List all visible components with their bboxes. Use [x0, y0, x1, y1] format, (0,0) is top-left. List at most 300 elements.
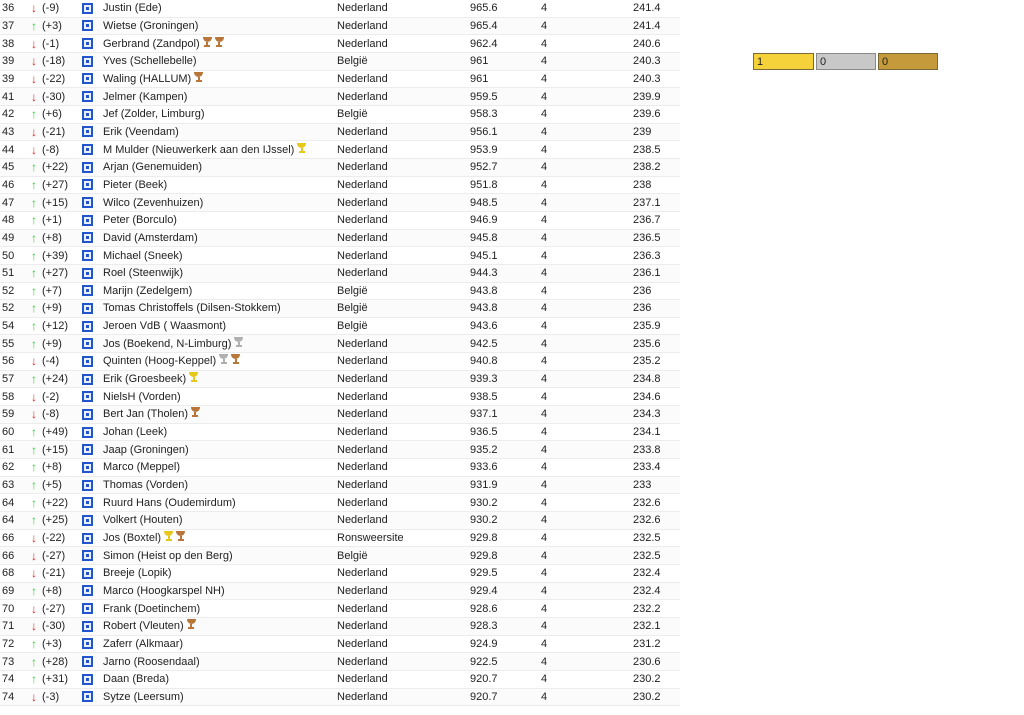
edit-icon[interactable]	[82, 409, 93, 420]
edit-icon[interactable]	[82, 497, 93, 508]
edit-icon[interactable]	[82, 444, 93, 455]
player-name: Jos (Boxtel)	[103, 532, 162, 545]
player-name: Bert Jan (Tholen)	[103, 408, 188, 421]
rank-cell: 50	[2, 249, 15, 262]
rank-cell: 56	[2, 355, 15, 368]
trophy-list	[294, 143, 306, 157]
arrow-down-icon: ↓	[31, 601, 37, 616]
edit-icon[interactable]	[82, 550, 93, 561]
table-row	[0, 406, 680, 424]
games-cell: 4	[541, 355, 548, 368]
arrow-down-icon: ↓	[31, 566, 37, 581]
rank-change	[31, 441, 81, 458]
rank-cell: 52	[2, 302, 15, 315]
player-name-cell	[103, 565, 333, 582]
arrow-down-icon: ↓	[31, 689, 37, 704]
rank-change-value: (+22)	[42, 496, 68, 509]
edit-cell[interactable]	[82, 618, 96, 635]
score-cell: 939.3	[470, 373, 498, 386]
edit-icon[interactable]	[82, 126, 93, 137]
score-cell: 959.5	[470, 90, 498, 103]
rank-change-value: (+9)	[42, 337, 62, 350]
edit-cell[interactable]	[82, 247, 96, 264]
arrow-up-icon: ↑	[31, 636, 37, 651]
edit-icon[interactable]	[82, 374, 93, 385]
rank-change-value: (+39)	[42, 249, 68, 262]
edit-icon[interactable]	[82, 568, 93, 579]
player-name: Jelmer (Kampen)	[103, 90, 188, 103]
rank-change	[31, 265, 81, 282]
rank-cell: 46	[2, 178, 15, 191]
medal-summary	[753, 53, 938, 70]
edit-cell[interactable]	[82, 671, 96, 688]
bronze-trophy-icon	[215, 37, 224, 48]
rank-change	[31, 35, 81, 52]
rank-change	[31, 247, 81, 264]
average-cell: 239.6	[633, 108, 661, 121]
table-row	[0, 494, 680, 512]
rank-change-value: (+24)	[42, 373, 68, 386]
table-row	[0, 477, 680, 495]
rank-change	[31, 689, 81, 706]
rank-cell: 68	[2, 567, 15, 580]
table-row	[0, 424, 680, 442]
arrow-up-icon: ↑	[31, 672, 37, 687]
trophy-list	[231, 337, 243, 351]
table-row	[0, 618, 680, 636]
average-cell: 230.2	[633, 690, 661, 703]
arrow-up-icon: ↑	[31, 442, 37, 457]
country-cell: Nederland	[337, 408, 388, 421]
edit-cell[interactable]	[82, 177, 96, 194]
edit-icon[interactable]	[82, 20, 93, 31]
arrow-down-icon: ↓	[31, 548, 37, 563]
country-cell: Nederland	[337, 19, 388, 32]
country-cell: Nederland	[337, 125, 388, 138]
player-name: NielsH (Vorden)	[103, 390, 181, 403]
rank-change	[31, 512, 81, 529]
score-cell: 953.9	[470, 143, 498, 156]
edit-icon[interactable]	[82, 691, 93, 702]
rank-change	[31, 671, 81, 688]
arrow-down-icon: ↓	[31, 531, 37, 546]
edit-cell[interactable]	[82, 71, 96, 88]
edit-cell[interactable]	[82, 530, 96, 547]
player-name-cell	[103, 477, 333, 494]
games-cell: 4	[541, 408, 548, 421]
edit-icon[interactable]	[82, 38, 93, 49]
score-cell: 942.5	[470, 337, 498, 350]
rank-cell: 47	[2, 196, 15, 209]
edit-cell[interactable]	[82, 0, 96, 17]
player-name-cell	[103, 106, 333, 123]
rank-change-value: (+15)	[42, 443, 68, 456]
games-cell: 4	[541, 90, 548, 103]
score-cell: 952.7	[470, 161, 498, 174]
player-name-cell	[103, 18, 333, 35]
average-cell: 236.1	[633, 267, 661, 280]
player-name: Jeroen VdB ( Waasmont)	[103, 320, 227, 333]
rank-cell: 36	[2, 2, 15, 15]
country-cell: Nederland	[337, 72, 388, 85]
rank-change	[31, 18, 81, 35]
rank-cell: 38	[2, 37, 15, 50]
table-row	[0, 441, 680, 459]
games-cell: 4	[541, 620, 548, 633]
player-name: Frank (Doetinchem)	[103, 602, 201, 615]
edit-cell[interactable]	[82, 636, 96, 653]
country-cell: Nederland	[337, 196, 388, 209]
rank-change	[31, 371, 81, 388]
arrow-down-icon: ↓	[31, 142, 37, 157]
rank-change-value: (+8)	[42, 461, 62, 474]
arrow-up-icon: ↑	[31, 460, 37, 475]
score-cell: 928.3	[470, 620, 498, 633]
score-cell: 924.9	[470, 637, 498, 650]
trophy-list	[161, 531, 185, 545]
table-row	[0, 512, 680, 530]
country-cell: Nederland	[337, 143, 388, 156]
games-cell: 4	[541, 125, 548, 138]
arrow-up-icon: ↑	[31, 107, 37, 122]
score-cell: 943.8	[470, 284, 498, 297]
edit-cell[interactable]	[82, 106, 96, 123]
country-cell: België	[337, 284, 368, 297]
edit-icon[interactable]	[82, 356, 93, 367]
player-name-cell	[103, 653, 333, 670]
score-cell: 961	[470, 55, 489, 68]
average-cell: 232.2	[633, 602, 661, 615]
average-cell: 237.1	[633, 196, 661, 209]
score-cell: 936.5	[470, 426, 498, 439]
edit-icon[interactable]	[82, 638, 93, 649]
score-cell: 928.6	[470, 602, 498, 615]
rank-change-value: (+27)	[42, 267, 68, 280]
score-cell: 946.9	[470, 214, 498, 227]
rank-change	[31, 106, 81, 123]
edit-cell[interactable]	[82, 424, 96, 441]
rank-cell: 41	[2, 90, 15, 103]
edit-icon[interactable]	[82, 603, 93, 614]
score-cell: 929.8	[470, 549, 498, 562]
rank-change	[31, 141, 81, 158]
player-name-cell	[103, 283, 333, 300]
player-name-cell	[103, 53, 333, 70]
rank-change-value: (-21)	[42, 125, 66, 138]
edit-cell[interactable]	[82, 18, 96, 35]
edit-cell[interactable]	[82, 318, 96, 335]
games-cell: 4	[541, 549, 548, 562]
average-cell: 232.4	[633, 567, 661, 580]
rank-change	[31, 335, 81, 352]
arrow-up-icon: ↑	[31, 495, 37, 510]
edit-cell[interactable]	[82, 265, 96, 282]
edit-icon[interactable]	[82, 533, 93, 544]
player-name: Waling (HALLUM)	[103, 72, 192, 85]
score-cell: 937.1	[470, 408, 498, 421]
edit-icon[interactable]	[82, 391, 93, 402]
table-row	[0, 318, 680, 336]
rank-cell: 72	[2, 637, 15, 650]
table-row	[0, 283, 680, 301]
edit-cell[interactable]	[82, 230, 96, 247]
rank-cell: 49	[2, 231, 15, 244]
rank-change-value: (+5)	[42, 479, 62, 492]
edit-icon[interactable]	[82, 480, 93, 491]
table-row	[0, 194, 680, 212]
player-name: Johan (Leek)	[103, 426, 168, 439]
edit-cell[interactable]	[82, 406, 96, 423]
average-cell: 240.3	[633, 72, 661, 85]
player-name: Zaferr (Alkmaar)	[103, 637, 184, 650]
games-cell: 4	[541, 2, 548, 15]
average-cell: 233.4	[633, 461, 661, 474]
rank-cell: 66	[2, 549, 15, 562]
player-name-cell	[103, 618, 333, 635]
player-name: Jaap (Groningen)	[103, 443, 189, 456]
rank-change	[31, 530, 81, 547]
rank-cell: 60	[2, 426, 15, 439]
gold-trophy-icon	[297, 143, 306, 154]
edit-icon[interactable]	[82, 91, 93, 102]
average-cell: 231.2	[633, 637, 661, 650]
table-row	[0, 653, 680, 671]
table-row	[0, 636, 680, 654]
rank-change-value: (+8)	[42, 231, 62, 244]
edit-icon[interactable]	[82, 197, 93, 208]
player-name: Erik (Veendam)	[103, 125, 179, 138]
rank-cell: 48	[2, 214, 15, 227]
average-cell: 240.6	[633, 37, 661, 50]
edit-icon[interactable]	[82, 179, 93, 190]
average-cell: 234.8	[633, 373, 661, 386]
edit-icon[interactable]	[82, 232, 93, 243]
edit-icon[interactable]	[82, 3, 93, 14]
edit-icon[interactable]	[82, 215, 93, 226]
score-cell: 933.6	[470, 461, 498, 474]
player-name-cell	[103, 300, 333, 317]
rank-change-value: (-27)	[42, 602, 66, 615]
player-name: Daan (Breda)	[103, 673, 170, 686]
edit-cell[interactable]	[82, 512, 96, 529]
edit-cell[interactable]	[82, 159, 96, 176]
average-cell: 236.7	[633, 214, 661, 227]
edit-icon[interactable]	[82, 268, 93, 279]
rank-cell: 73	[2, 655, 15, 668]
rank-change	[31, 194, 81, 211]
edit-cell[interactable]	[82, 194, 96, 211]
edit-cell[interactable]	[82, 583, 96, 600]
player-name-cell	[103, 459, 333, 476]
games-cell: 4	[541, 479, 548, 492]
rank-cell: 42	[2, 108, 15, 121]
edit-cell[interactable]	[82, 283, 96, 300]
games-cell: 4	[541, 161, 548, 174]
score-cell: 943.8	[470, 302, 498, 315]
country-cell: Nederland	[337, 267, 388, 280]
edit-icon[interactable]	[82, 303, 93, 314]
edit-icon[interactable]	[82, 585, 93, 596]
edit-cell[interactable]	[82, 477, 96, 494]
rank-change	[31, 0, 81, 17]
bronze-trophy-icon	[187, 619, 196, 630]
player-name-cell	[103, 265, 333, 282]
table-row	[0, 547, 680, 565]
edit-icon[interactable]	[82, 56, 93, 67]
country-cell: Nederland	[337, 602, 388, 615]
games-cell: 4	[541, 673, 548, 686]
table-row	[0, 689, 680, 707]
rank-change-value: (+12)	[42, 320, 68, 333]
edit-icon[interactable]	[82, 515, 93, 526]
edit-cell[interactable]	[82, 124, 96, 141]
edit-icon[interactable]	[82, 621, 93, 632]
edit-cell[interactable]	[82, 459, 96, 476]
rank-change	[31, 618, 81, 635]
trophy-list	[184, 619, 196, 633]
edit-icon[interactable]	[82, 656, 93, 667]
rank-change	[31, 583, 81, 600]
games-cell: 4	[541, 461, 548, 474]
score-cell: 929.5	[470, 567, 498, 580]
player-name-cell	[103, 583, 333, 600]
rank-change-value: (-22)	[42, 72, 66, 85]
player-name-cell	[103, 230, 333, 247]
edit-cell[interactable]	[82, 212, 96, 229]
rank-change	[31, 124, 81, 141]
edit-cell[interactable]	[82, 494, 96, 511]
edit-icon[interactable]	[82, 109, 93, 120]
table-row	[0, 459, 680, 477]
edit-icon[interactable]	[82, 462, 93, 473]
edit-cell[interactable]	[82, 689, 96, 706]
rank-cell: 66	[2, 532, 15, 545]
player-name-cell	[103, 689, 333, 706]
games-cell: 4	[541, 567, 548, 580]
edit-cell[interactable]	[82, 600, 96, 617]
score-cell: 920.7	[470, 690, 498, 703]
score-cell: 940.8	[470, 355, 498, 368]
player-name-cell	[103, 406, 333, 423]
table-row	[0, 335, 680, 353]
table-row	[0, 265, 680, 283]
country-cell: Nederland	[337, 496, 388, 509]
edit-cell[interactable]	[82, 141, 96, 158]
rank-cell: 57	[2, 373, 15, 386]
player-name-cell	[103, 194, 333, 211]
games-cell: 4	[541, 496, 548, 509]
score-cell: 945.1	[470, 249, 498, 262]
games-cell: 4	[541, 143, 548, 156]
arrow-up-icon: ↑	[31, 18, 37, 33]
rank-change-value: (+31)	[42, 673, 68, 686]
games-cell: 4	[541, 514, 548, 527]
rank-cell: 71	[2, 620, 15, 633]
country-cell: Nederland	[337, 426, 388, 439]
rank-cell: 54	[2, 320, 15, 333]
gold-trophy-icon	[164, 531, 173, 542]
player-name: Erik (Groesbeek)	[103, 373, 187, 386]
rank-change	[31, 159, 81, 176]
player-name-cell	[103, 88, 333, 105]
rank-cell: 74	[2, 673, 15, 686]
games-cell: 4	[541, 284, 548, 297]
edit-icon[interactable]	[82, 674, 93, 685]
table-row	[0, 371, 680, 389]
edit-cell[interactable]	[82, 565, 96, 582]
average-cell: 239	[633, 125, 652, 138]
edit-icon[interactable]	[82, 162, 93, 173]
table-row	[0, 388, 680, 406]
average-cell: 240.3	[633, 55, 661, 68]
edit-cell[interactable]	[82, 300, 96, 317]
edit-icon[interactable]	[82, 250, 93, 261]
edit-icon[interactable]	[82, 338, 93, 349]
edit-cell[interactable]	[82, 335, 96, 352]
average-cell: 233	[633, 479, 652, 492]
player-name-cell	[103, 141, 333, 158]
edit-cell[interactable]	[82, 388, 96, 405]
country-cell: Nederland	[337, 620, 388, 633]
arrow-down-icon: ↓	[31, 619, 37, 634]
arrow-up-icon: ↑	[31, 283, 37, 298]
edit-icon[interactable]	[82, 144, 93, 155]
edit-icon[interactable]	[82, 427, 93, 438]
edit-cell[interactable]	[82, 35, 96, 52]
edit-cell[interactable]	[82, 441, 96, 458]
player-name-cell	[103, 671, 333, 688]
games-cell: 4	[541, 443, 548, 456]
country-cell: Nederland	[337, 178, 388, 191]
score-cell: 931.9	[470, 479, 498, 492]
player-name: Marco (Meppel)	[103, 461, 181, 474]
average-cell: 236	[633, 284, 652, 297]
rank-change-value: (-21)	[42, 567, 66, 580]
edit-cell[interactable]	[82, 371, 96, 388]
player-name-cell	[103, 547, 333, 564]
edit-icon[interactable]	[82, 321, 93, 332]
edit-icon[interactable]	[82, 285, 93, 296]
edit-cell[interactable]	[82, 353, 96, 370]
games-cell: 4	[541, 302, 548, 315]
average-cell: 241.4	[633, 19, 661, 32]
average-cell: 230.2	[633, 673, 661, 686]
player-name-cell	[103, 530, 333, 547]
average-cell: 232.5	[633, 532, 661, 545]
edit-cell[interactable]	[82, 88, 96, 105]
player-name: Sytze (Leersum)	[103, 690, 184, 703]
edit-icon[interactable]	[82, 73, 93, 84]
rank-cell: 61	[2, 443, 15, 456]
country-cell: Nederland	[337, 690, 388, 703]
edit-cell[interactable]	[82, 653, 96, 670]
trophy-list	[191, 72, 203, 86]
rank-change-value: (-27)	[42, 549, 66, 562]
games-cell: 4	[541, 55, 548, 68]
edit-cell[interactable]	[82, 547, 96, 564]
player-name: Thomas (Vorden)	[103, 479, 188, 492]
country-cell: Nederland	[337, 673, 388, 686]
table-row	[0, 600, 680, 618]
edit-cell[interactable]	[82, 53, 96, 70]
country-cell: Nederland	[337, 461, 388, 474]
table-row	[0, 106, 680, 124]
rank-change-value: (-22)	[42, 532, 66, 545]
games-cell: 4	[541, 637, 548, 650]
rank-cell: 62	[2, 461, 15, 474]
rank-change-value: (-1)	[42, 37, 60, 50]
table-row	[0, 300, 680, 318]
